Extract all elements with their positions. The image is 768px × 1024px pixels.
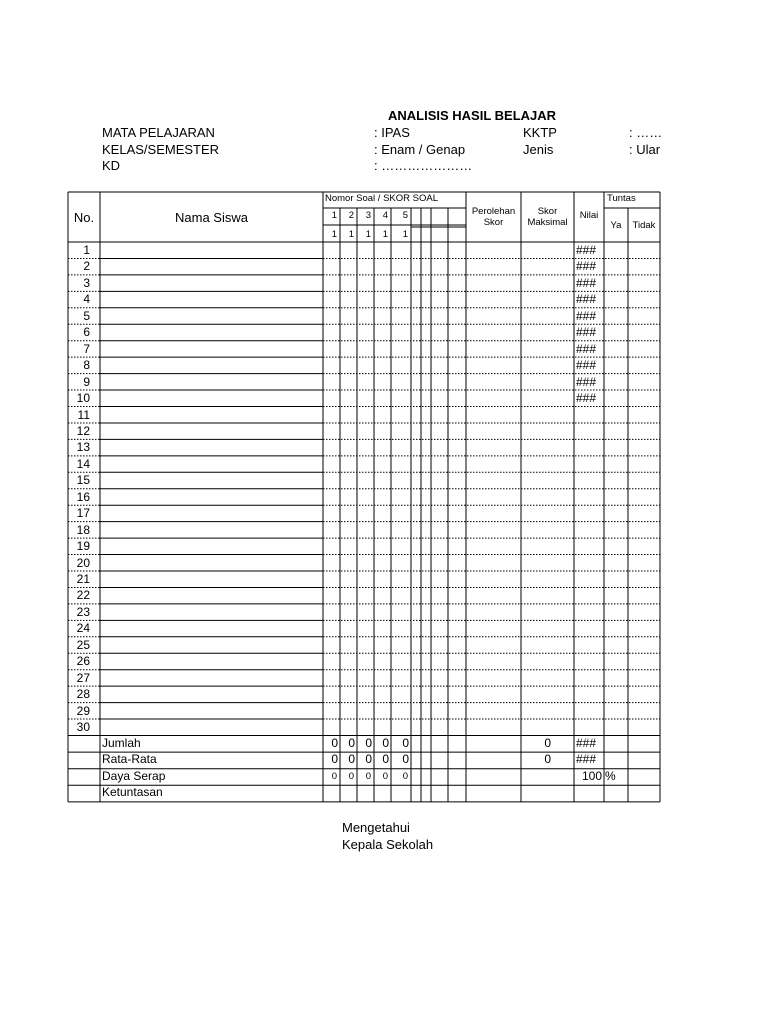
rata-value: 0 [331, 752, 338, 767]
nilai-value: ### [576, 259, 597, 274]
row-number: 16 [76, 489, 90, 504]
nilai-value: ### [576, 341, 597, 356]
kd-label: KD [102, 158, 121, 173]
skor-soal: 1 [382, 229, 388, 240]
row-number: 4 [83, 292, 90, 307]
skor-soal: 1 [331, 229, 337, 240]
jumlah-skor-maks: 0 [544, 735, 551, 750]
jumlah-value: 0 [382, 735, 389, 750]
nilai-value: ### [576, 325, 597, 340]
row-number: 17 [76, 506, 90, 521]
daya-value: 0 [382, 770, 388, 782]
nilai-value: ### [576, 391, 597, 406]
row-number: 29 [76, 703, 90, 718]
column-header-nama-siswa: Nama Siswa [175, 210, 248, 225]
soal-number: 2 [348, 210, 354, 221]
row-number: 9 [83, 374, 90, 389]
soal-number: 4 [382, 210, 388, 221]
jenis-value: : Ular [629, 142, 661, 157]
footer-mengetahui: Mengetahui [342, 820, 410, 835]
row-number: 14 [76, 456, 90, 471]
row-number: 20 [76, 555, 90, 570]
daya-value: 0 [331, 770, 337, 782]
nilai-value: ### [576, 243, 597, 257]
column-header-perolehan: Perolehan [471, 206, 516, 217]
column-header-nilai: Nilai [579, 210, 599, 221]
daya-value: 0 [402, 770, 408, 782]
summary-rata-label: Rata-Rata [102, 752, 157, 767]
row-number: 12 [76, 423, 90, 438]
mapel-value: : IPAS [374, 125, 410, 140]
column-header-ya: Ya [610, 220, 622, 231]
row-number: 21 [76, 572, 90, 586]
skor-soal: 1 [348, 229, 354, 240]
nilai-value: ### [576, 292, 597, 307]
rata-value: 0 [348, 752, 355, 767]
summary-jumlah-label: Jumlah [102, 735, 141, 750]
jumlah-value: 0 [348, 735, 355, 750]
column-header-nomor-soal: Nomor Soal / SKOR SOAL [325, 193, 438, 204]
row-number: 6 [83, 325, 90, 340]
rata-skor-maks: 0 [544, 752, 551, 767]
row-number: 30 [76, 720, 90, 735]
mapel-label: MATA PELAJARAN [102, 125, 215, 140]
footer-kepala-sekolah: Kepala Sekolah [342, 837, 434, 852]
jenis-label: Jenis [523, 142, 554, 157]
row-number: 8 [83, 358, 90, 373]
row-number: 25 [76, 637, 90, 652]
kelas-label: KELAS/SEMESTER [102, 142, 220, 157]
daya-value: 0 [365, 770, 371, 782]
page-title: ANALISIS HASIL BELAJAR [388, 108, 557, 123]
rata-value: 0 [402, 752, 409, 767]
rata-value: 0 [382, 752, 389, 767]
column-header-skor-maks-2: Maksimal [527, 217, 568, 228]
row-number: 13 [76, 440, 90, 455]
row-number: 11 [77, 407, 90, 422]
column-header-tidak: Tidak [632, 220, 656, 231]
row-number: 3 [83, 275, 90, 290]
kktp-label: KKTP [523, 125, 557, 140]
row-number: 24 [76, 621, 90, 636]
jumlah-value: 0 [331, 735, 338, 750]
row-number: 5 [83, 308, 90, 323]
soal-number: 3 [365, 210, 371, 221]
row-number: 26 [76, 654, 90, 669]
jumlah-nilai: ### [576, 735, 597, 750]
row-number: 23 [76, 604, 90, 619]
kelas-value: : Enam / Genap [374, 142, 466, 157]
kd-value: : ………………… [374, 158, 473, 173]
row-number: 7 [83, 341, 90, 356]
row-number: 18 [76, 522, 90, 537]
row-number: 22 [76, 588, 90, 603]
summary-daya-serap-label: Daya Serap [102, 768, 166, 783]
row-number: 10 [76, 391, 90, 406]
jumlah-value: 0 [365, 735, 372, 750]
row-number: 28 [76, 687, 90, 702]
row-number: 15 [76, 473, 90, 488]
column-header-skor: Skor [483, 217, 504, 228]
daya-unit: % [605, 768, 616, 783]
column-header-skor-maks-1: Skor [537, 206, 558, 217]
nilai-value: ### [576, 374, 597, 389]
soal-number: 1 [331, 210, 337, 221]
row-number: 27 [76, 670, 90, 685]
rata-value: 0 [365, 752, 372, 767]
row-number: 1 [83, 243, 90, 257]
soal-number: 5 [402, 210, 408, 221]
skor-soal: 1 [365, 229, 371, 240]
row-number: 19 [76, 539, 90, 554]
kktp-value: : …… [629, 125, 663, 140]
daya-nilai: 100 [581, 768, 602, 783]
skor-soal: 1 [402, 229, 408, 240]
nilai-value: ### [576, 308, 597, 323]
jumlah-value: 0 [402, 735, 409, 750]
column-header-tuntas: Tuntas [607, 193, 636, 204]
nilai-value: ### [576, 358, 597, 373]
row-number: 2 [83, 259, 90, 274]
daya-value: 0 [348, 770, 354, 782]
summary-ketuntasan-label: Ketuntasan [102, 785, 163, 800]
column-header-no: No. [73, 210, 95, 225]
nilai-value: ### [576, 275, 597, 290]
rata-nilai: ### [576, 752, 597, 767]
